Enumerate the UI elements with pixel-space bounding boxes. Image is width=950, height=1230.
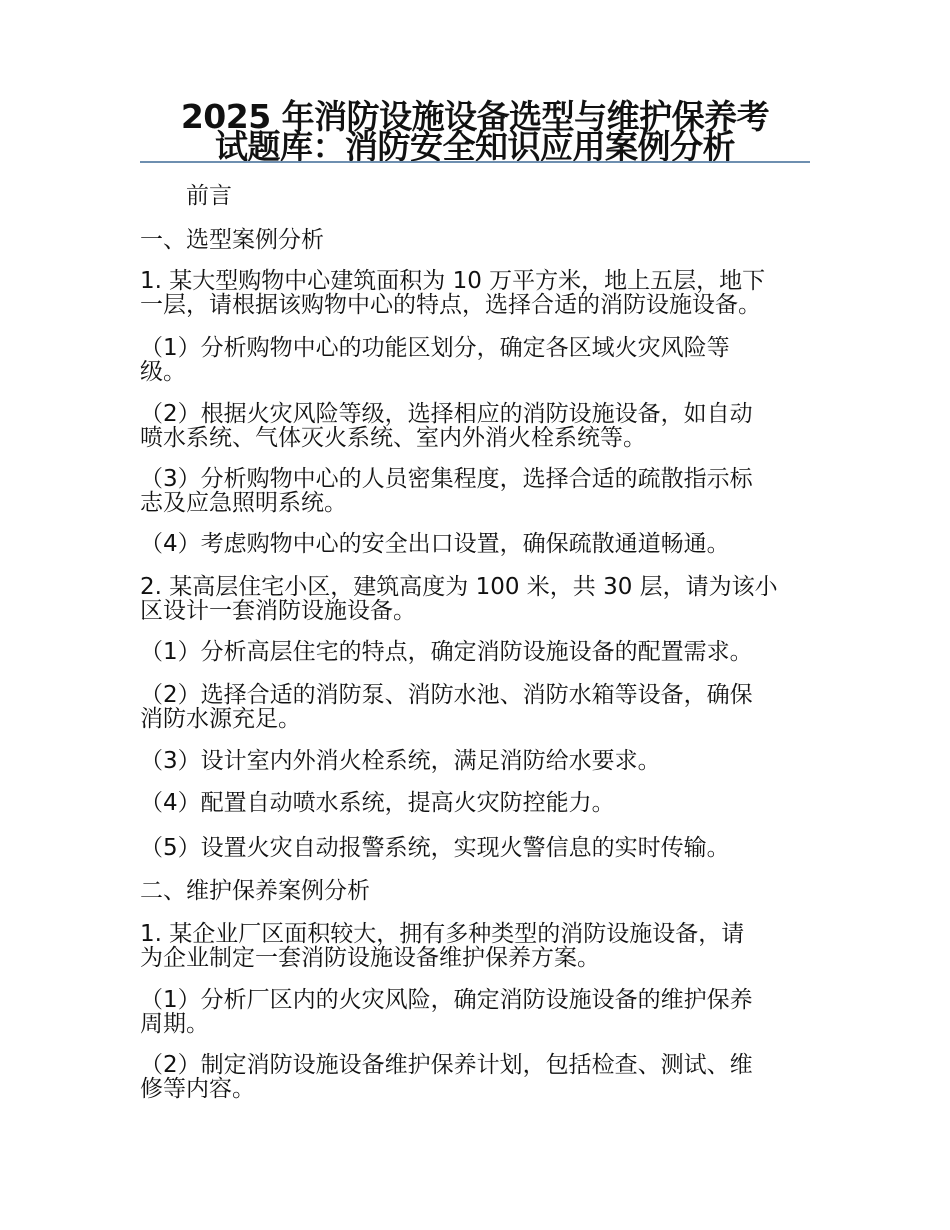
section-2-heading: 二、维护保养案例分析 <box>140 878 370 904</box>
case-3-item-1-line-2: 周期。 <box>140 1011 209 1037</box>
title-line-1: 2025 年消防设施设备选型与维护保养考 <box>180 97 770 136</box>
title-underline-divider <box>140 161 810 163</box>
case-2-item-2-line-2: 消防水源充足。 <box>140 706 301 732</box>
title-line-2: 试题库：消防安全知识应用案例分析 <box>215 127 735 166</box>
case-1-line-2: 一层，请根据该购物中心的特点，选择合适的消防设施设备。 <box>140 292 761 318</box>
case-2-line-2: 区设计一套消防设施设备。 <box>140 598 416 624</box>
case-3-item-2 <box>140 1053 812 1101</box>
case-2-item-2 <box>140 683 812 731</box>
case-3-paragraph <box>140 922 812 970</box>
case-2-line-1: 2. 某高层住宅小区，建筑高度为 100 米，共 30 层，请为该小 <box>140 574 778 600</box>
case-1-item-2 <box>140 402 812 450</box>
case-3-item-1 <box>140 988 812 1036</box>
case-1-item-1 <box>140 336 812 384</box>
case-1-item-1-line-2: 级。 <box>140 359 186 385</box>
case-3-item-1-line-1: （1）分析厂区内的火灾风险，确定消防设施设备的维护保养 <box>140 987 753 1013</box>
case-1-item-1-line-1: （1）分析购物中心的功能区划分，确定各区域火灾风险等 <box>140 335 730 361</box>
case-3-line-2: 为企业制定一套消防设施设备维护保养方案。 <box>140 945 600 971</box>
case-1-line-1: 1. 某大型购物中心建筑面积为 10 万平方米，地上五层，地下 <box>140 268 766 294</box>
case-3-item-2-line-2: 修等内容。 <box>140 1076 255 1102</box>
case-2-paragraph <box>140 575 812 623</box>
case-1-item-2-line-1: （2）根据火灾风险等级，选择相应的消防设施设备，如自动 <box>140 401 753 427</box>
case-1-item-4: （4）考虑购物中心的安全出口设置，确保疏散通道畅通。 <box>140 531 730 557</box>
case-1-paragraph <box>140 269 812 317</box>
preface-heading: 前言 <box>186 183 232 209</box>
case-1-item-3 <box>140 467 812 515</box>
case-1-item-3-line-2: 志及应急照明系统。 <box>140 490 347 516</box>
case-3-item-2-line-1: （2）制定消防设施设备维护保养计划，包括检查、测试、维 <box>140 1052 753 1078</box>
case-2-item-2-line-1: （2）选择合适的消防泵、消防水池、消防水箱等设备，确保 <box>140 682 753 708</box>
case-2-item-4: （4）配置自动喷水系统，提高火灾防控能力。 <box>140 790 615 816</box>
case-2-item-1: （1）分析高层住宅的特点，确定消防设施设备的配置需求。 <box>140 639 753 665</box>
case-2-item-3: （3）设计室内外消火栓系统，满足消防给水要求。 <box>140 748 661 774</box>
case-3-line-1: 1. 某企业厂区面积较大，拥有多种类型的消防设施设备，请 <box>140 921 745 947</box>
case-2-item-5: （5）设置火灾自动报警系统，实现火警信息的实时传输。 <box>140 835 730 861</box>
case-1-item-3-line-1: （3）分析购物中心的人员密集程度，选择合适的疏散指示标 <box>140 466 753 492</box>
case-1-item-2-line-2: 喷水系统、气体灭火系统、室内外消火栓系统等。 <box>140 425 646 451</box>
document-title <box>140 97 810 166</box>
section-1-heading: 一、选型案例分析 <box>140 227 324 253</box>
